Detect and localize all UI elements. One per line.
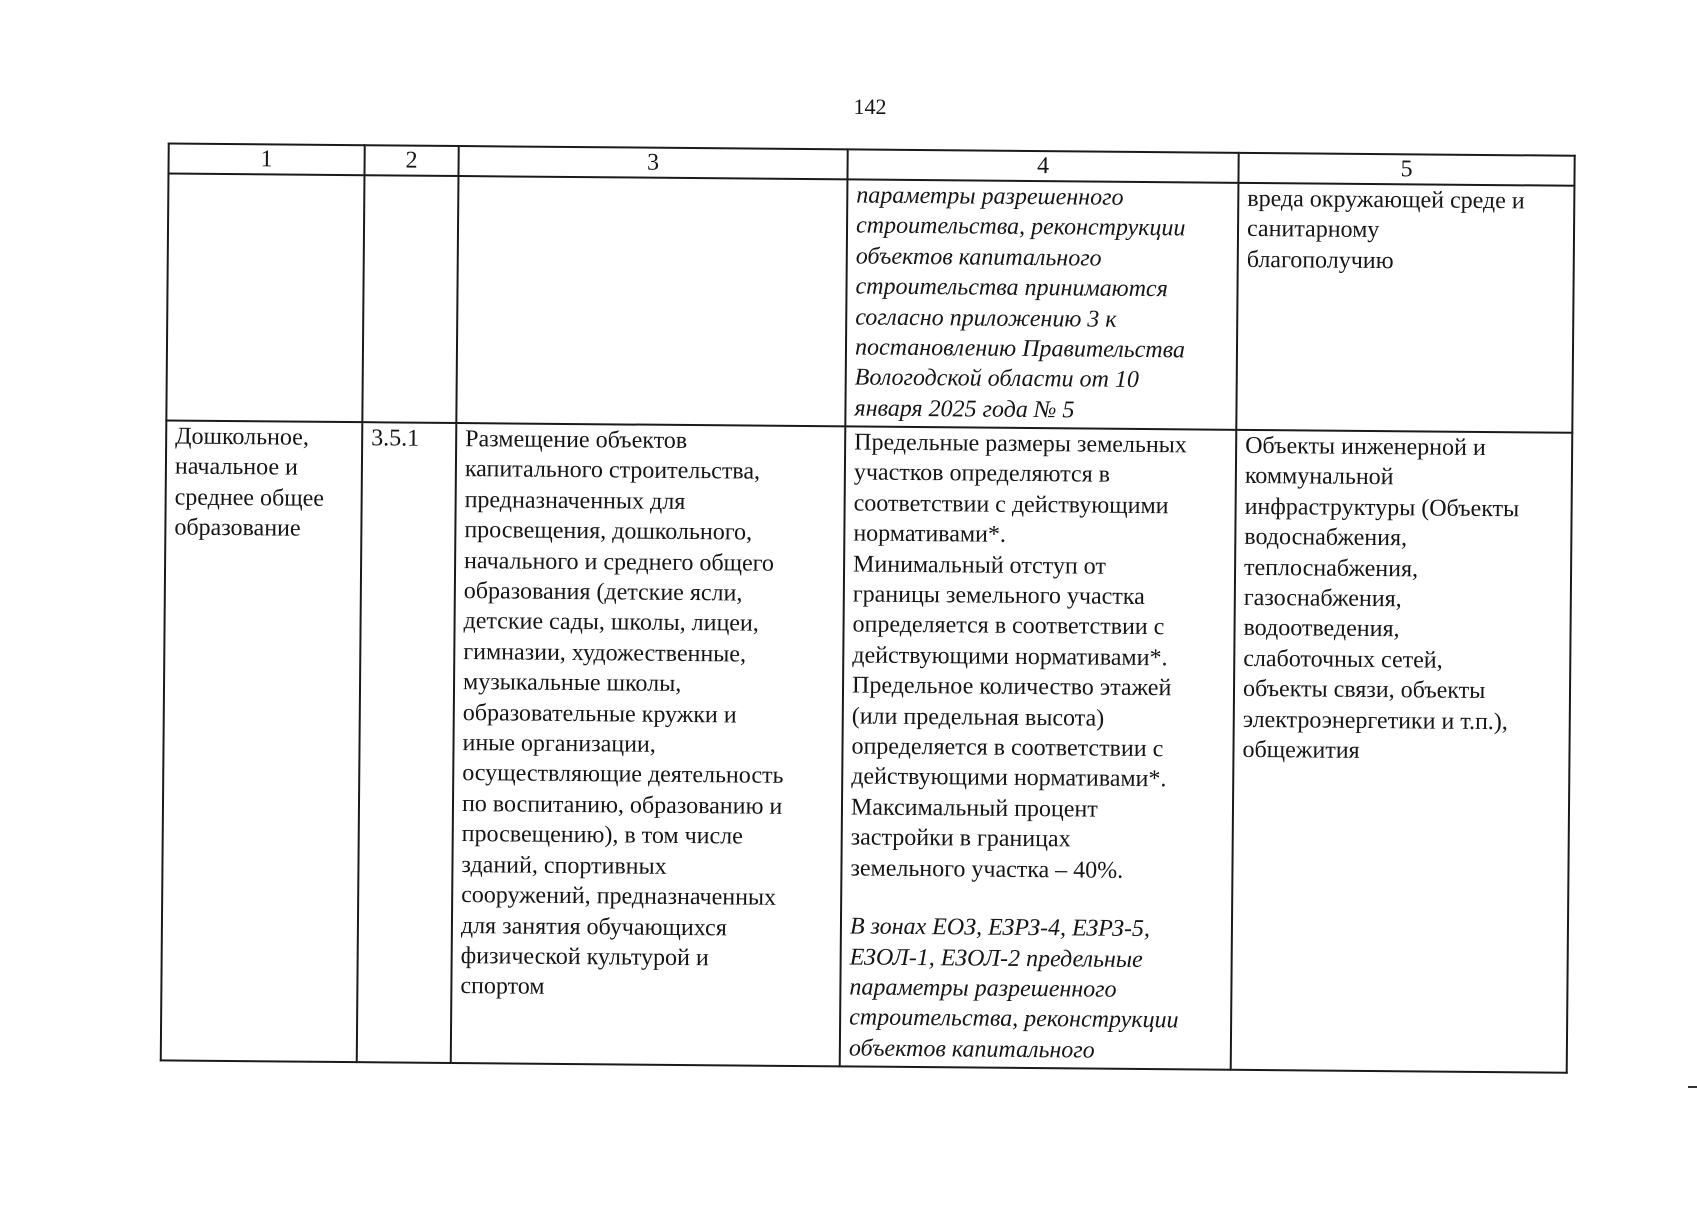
code-cell	[357, 422, 457, 1063]
parameters-italic-text: В зонах ЕОЗ, ЕЗРЗ-4, ЕЗРЗ-5, ЕЗОЛ-1, ЕЗОЛ-2 предельные параметры разрешенного строительства, реконструкции объектов капитального	[848, 913, 1179, 1064]
page-number: 142	[853, 94, 887, 119]
scan-mark	[1688, 1086, 1697, 1088]
table-row	[166, 173, 1574, 432]
use-type-cell	[161, 420, 363, 1062]
use-type-text: Дошкольное, начальное и среднее общее образование	[174, 423, 325, 542]
table-row	[161, 420, 1573, 1072]
column-number-2: 2	[364, 145, 458, 176]
column-number-1: 1	[168, 143, 364, 175]
use-code-text: 3.5.1	[371, 425, 420, 452]
infrastructure-text: Объекты инженерной и коммунальной инфраструктуры (Объекты водоснабжения, теплоснабжения, газоснабжения, водоотведения, слаботочных сетей, объекты связи, объекты электроэнергетики и т.п.), общежития	[1242, 432, 1520, 764]
restrictions-cell	[1231, 430, 1573, 1073]
column-number-3: 3	[458, 146, 847, 179]
restrictions-cell: вреда окружающей среде и санитарному благополучию	[1236, 183, 1574, 433]
column-number-5: 5	[1238, 153, 1574, 186]
code-cell	[362, 175, 458, 423]
parameters-text: Предельные размеры земельных участков определяются в соответствии с действующими нормативами*. Минимальный отступ от границы земельного участка определяется в соответствии с действующими нормативами*. Предельное количество этажей (или предельная высота) определяется в соответствии с действующими нормативами*. Максимальный процент застройки в границах земельного участка – 40%.	[850, 429, 1187, 884]
description-text: Размещение объектов капитального строительства, предназначенных для просвещения, дошкольного, начального и среднего общего образования (детские ясли, детские сады, школы, лицеи, гимназии, художественные, музыкальные школы, образовательные кружки и иные организации, осуществляющие деятельность по воспитанию, образованию и просвещению), в том числе зданий, спортивных сооружений, предназначенных для занятия обучающихся физической культурой и спортом	[460, 426, 784, 1001]
description-cell	[456, 176, 847, 426]
use-type-cell	[166, 173, 364, 422]
parameters-italic-text: параметры разрешенного строительства, реконструкции объектов капитального строительства принимаются согласно приложению 3 к постановлению Правительства Вологодской области от 10 января 2025 года № 5	[854, 182, 1186, 424]
column-number-4: 4	[847, 149, 1238, 182]
land-use-table	[160, 142, 1576, 1073]
description-cell	[451, 423, 846, 1066]
parameters-cell	[845, 179, 1238, 429]
parameters-cell	[840, 426, 1237, 1069]
